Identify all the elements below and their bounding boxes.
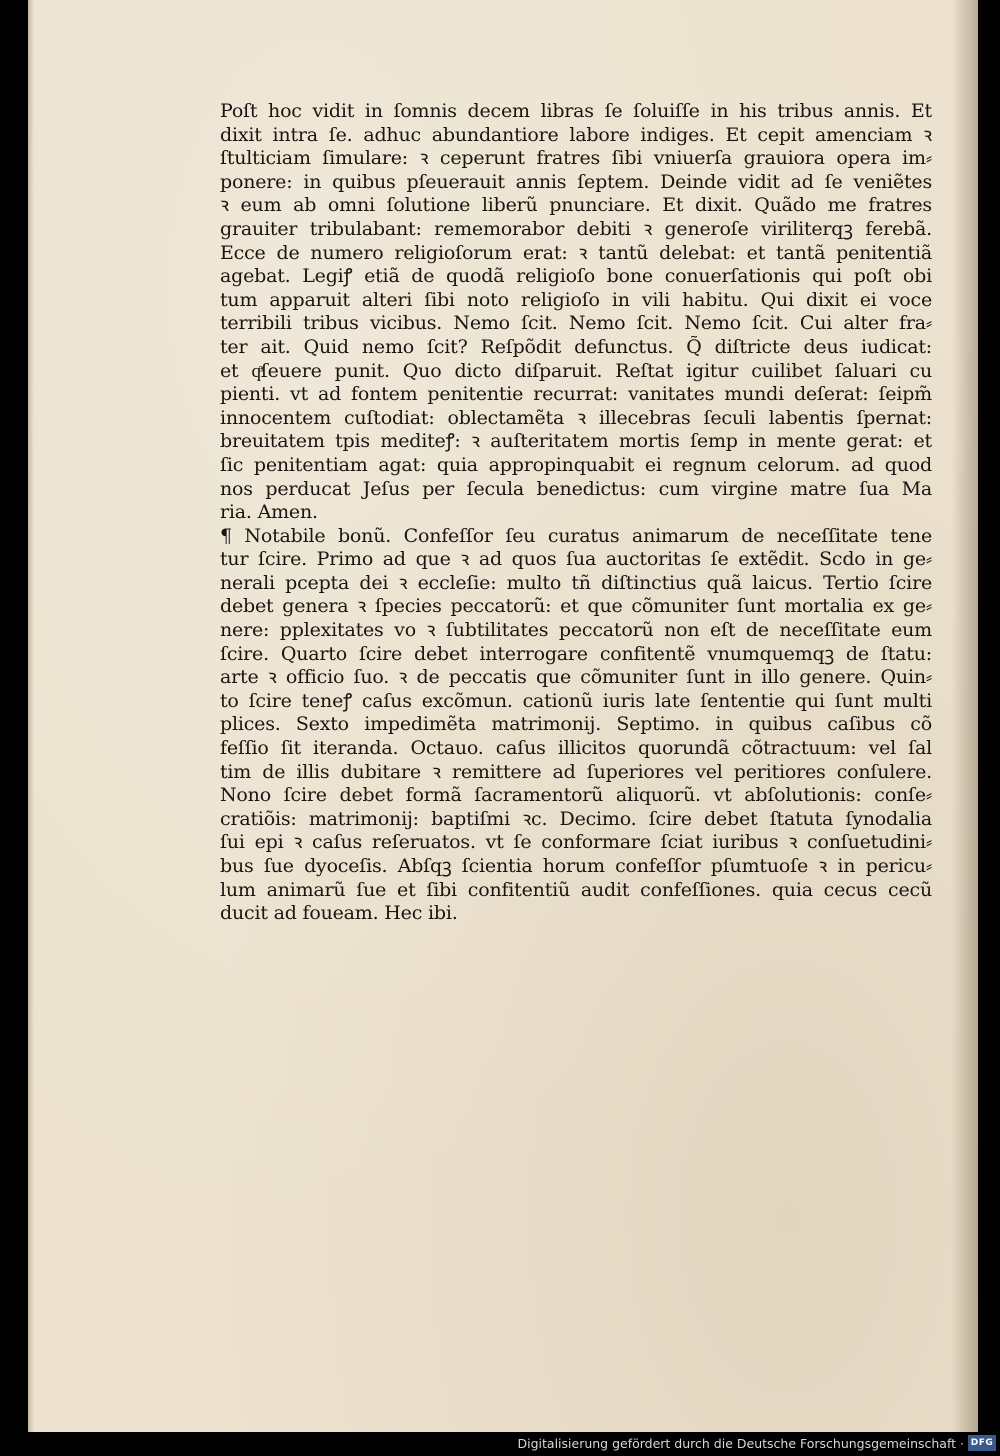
- text-line-29: tim de illis dubitare ꝛ remittere ad ſuperiores vel peritiores conſulere.: [220, 760, 932, 783]
- text-line-31: cratiõis: matrimonij: baptiſmi ꝛc. Decimo. ſcire debet ſtatuta ſynodalia: [220, 807, 932, 830]
- text-line-1: Poſt hoc vidit in ſomnis decem libras ſe ſoluiſſe in his tribus annis. Et: [220, 100, 932, 122]
- text-line-24: ſcire. Quarto ſcire debet interrogare confitentẽ vnumquemqꝫ de ſtatu:: [220, 642, 932, 665]
- text-line-14: innocentem cuſtodiat: oblectamẽta ꝛ illecebras ſeculi labentis ſpernat:: [220, 406, 932, 429]
- text-line-7: Ecce de numero religioſorum erat: ꝛ tantũ delebat: et tantã penitentiã: [220, 241, 932, 264]
- text-line-17: nos perducat Jeſus per ſecula benedictus: cum virgine matre ſua Ma: [220, 477, 932, 500]
- text-line-22: debet genera ꝛ ſpecies peccatorũ: et que cõmuniter ſunt mortalia ex ge⸗: [220, 595, 932, 618]
- text-line-26: to ſcire teneꝭ caſus excõmun. cationũ iuris late ſententie qui ſunt multi: [220, 689, 932, 712]
- text-line-6: grauiter tribulabant: rememorabor debiti ꝛ generoſe viriliterqꝫ ferebã.: [220, 217, 932, 240]
- text-line-25: arte ꝛ officio ſuo. ꝛ de peccatis que cõmuniter ſunt in illo genere. Quin⸗: [220, 666, 932, 689]
- text-line-35: ducit ad foueam. Hec ibi.: [220, 902, 458, 925]
- text-line-28: feſſio ſit iteranda. Octauo. caſus illicitos quorundã cõtractuum: vel ſal: [220, 737, 932, 760]
- text-line-8: agebat. Legiꝭ etiã de quodã religioſo bone conuerſationis qui poſt obi: [220, 265, 932, 288]
- text-line-19: ¶ Notabile bonũ. Confeſſor ſeu curatus animarum de neceſſitate tene: [220, 524, 932, 547]
- funding-credit-text: Digitalisierung gefördert durch die Deutsche Forschungsgemeinschaft ·: [517, 1436, 964, 1451]
- book-page: [28, 0, 978, 1432]
- text-line-33: bus ſue dyoceſis. Abſqꝫ ſcientia horum confeſſor pſumtuoſe ꝛ in pericu⸗: [220, 855, 932, 877]
- text-line-32: ſui epi ꝛ caſus reſeruatos. vt ſe conformare ſciat iuribus ꝛ conſuetudini⸗: [220, 831, 932, 854]
- text-line-18: ria. Amen.: [220, 501, 318, 524]
- text-line-3: ſtulticiam ſimulare: ꝛ ceperunt fratres ſibi vniuerſa grauiora opera im⸗: [220, 147, 932, 170]
- text-line-9: tum apparuit alteri ſibi noto religioſo in vili habitu. Qui dixit ei voce: [220, 288, 932, 311]
- text-line-11: ter ait. Quid nemo ſcit? Reſpõdit defunctus. Q̃ diſtricte deus iudicat:: [220, 335, 932, 358]
- text-line-34: lum animarũ ſue et ſibi confitentiũ audit confeſſiones. quia cecus cecũ: [220, 878, 932, 901]
- text-line-15: breuitatem tpis mediteꝭ: ꝛ auſteritatem mortis ſemp in mente gerat: et: [220, 430, 932, 453]
- page-gutter-shadow: [952, 0, 978, 1432]
- funding-footer: [0, 1432, 1000, 1456]
- text-line-27: plices. Sexto impedimẽta matrimonij. Septimo. in quibus caſibus cõ: [220, 713, 932, 736]
- dfg-logo: DFG: [968, 1435, 996, 1451]
- text-line-12: et qͣſeuere punit. Quo dicto diſparuit. Reſtat igitur cuilibet ſaluari cu: [220, 359, 932, 382]
- text-line-10: terribili tribus vicibus. Nemo ſcit. Nemo ſcit. Nemo ſcit. Cui alter fra⸗: [220, 312, 932, 335]
- page-edge-left: [28, 0, 34, 1432]
- text-line-23: nere: pplexitates vo ꝛ ſubtilitates peccatorũ non eſt de neceſſitate eum: [220, 619, 932, 642]
- text-line-13: pienti. vt ad fontem penitentie recurrat: vanitates mundi deſerat: ſeipm̃: [220, 383, 932, 406]
- text-line-4: ponere: in quibus pſeuerauit annis ſeptem. Deinde vidit ad ſe veniẽtes: [220, 170, 932, 193]
- text-line-21: nerali pcepta dei ꝛ eccleſie: multo tñ diſtinctius quã laicus. Tertio ſcire: [220, 571, 932, 594]
- text-line-5: ꝛ eum ab omni ſolutione liberũ pnunciare. Et dixit. Quãdo me fratres: [220, 194, 932, 217]
- blackletter-text-block: [220, 100, 932, 926]
- text-line-2: dixit intra ſe. adhuc abundantiore labore indiges. Et cepit amenciam ꝛ: [220, 123, 932, 146]
- text-line-20: tur ſcire. Primo ad que ꝛ ad quos ſua auctoritas ſe extẽdit. Scdo in ge⸗: [220, 548, 932, 571]
- text-line-16: ſic penitentiam agat: quia appropinquabit ei regnum celorum. ad quod: [220, 453, 932, 476]
- text-line-30: Nono ſcire debet formã ſacramentorũ aliquorũ. vt abſolutionis: conſe⸗: [220, 784, 932, 807]
